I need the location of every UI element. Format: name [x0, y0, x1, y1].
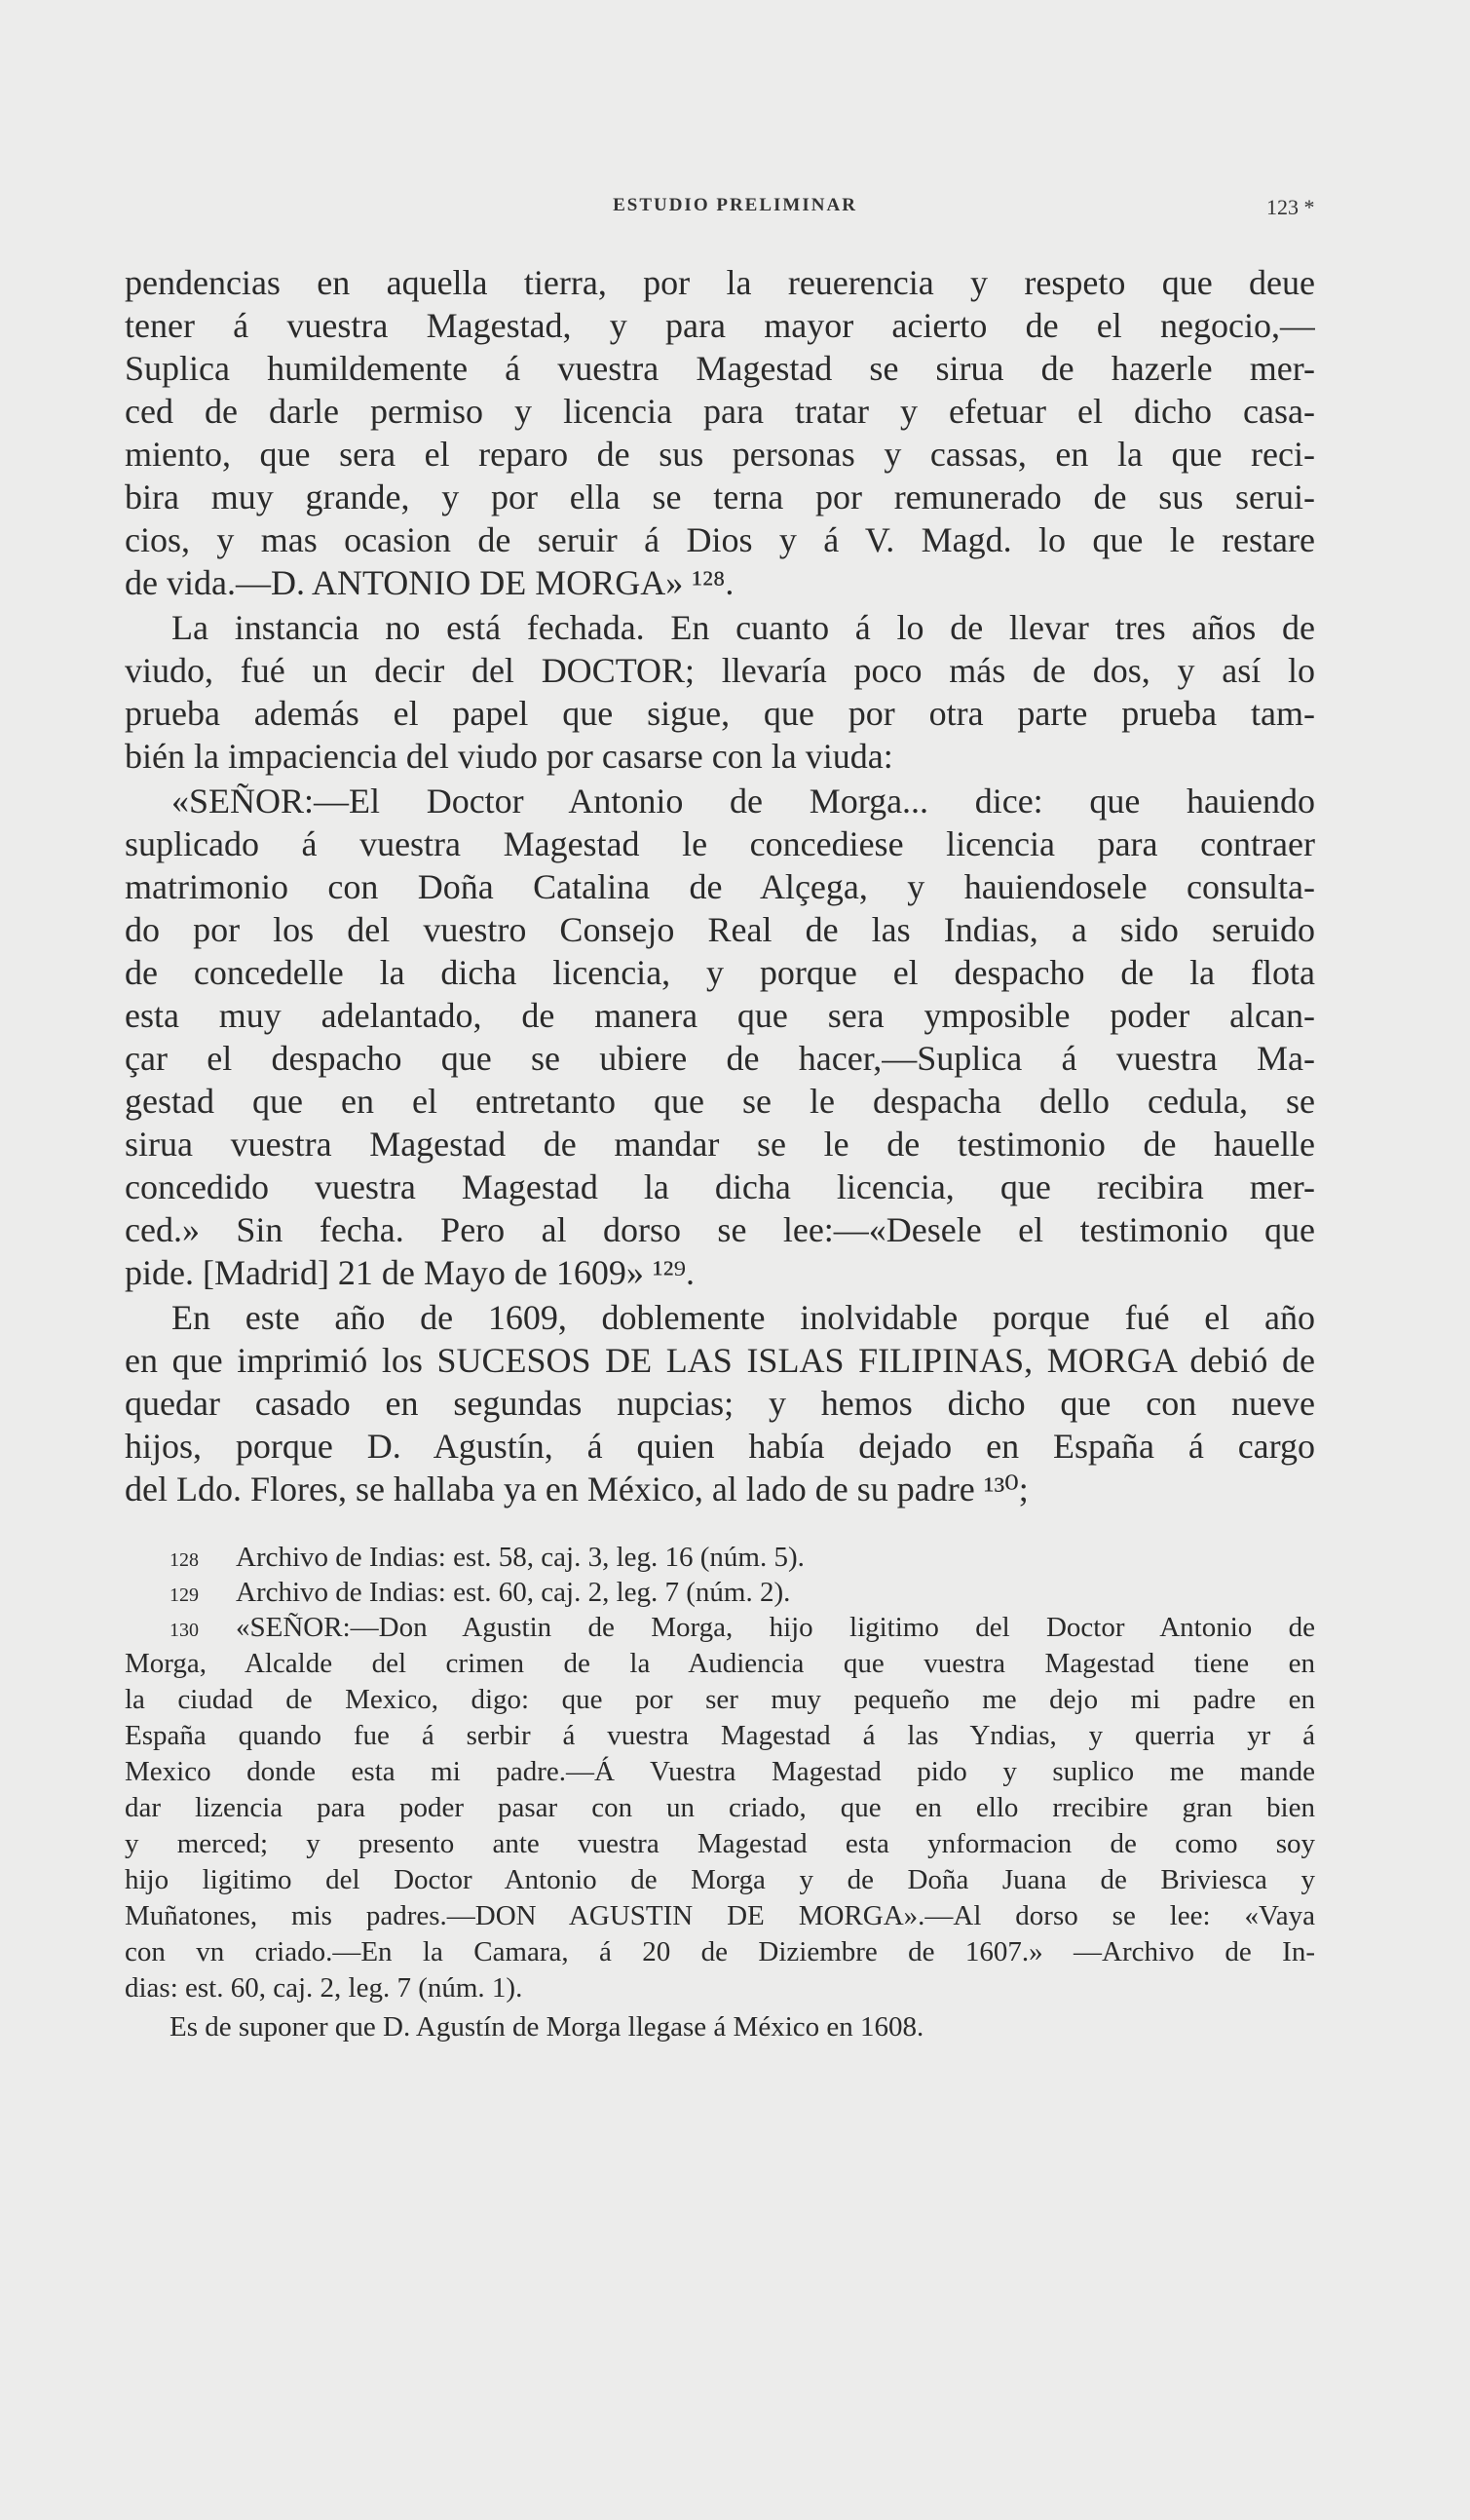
body-line: suplicado á vuestra Magestad le concediese licencia para contraer: [125, 824, 1315, 863]
body-line: Suplica humildemente á vuestra Magestad se sirua de hazerle mer-: [125, 349, 1315, 388]
body-line: çar el despacho que se ubiere de hacer,—Suplica á vuestra Ma-: [125, 1039, 1315, 1078]
body-line: prueba además el papel que sigue, que por otra parte prueba tam-: [125, 694, 1315, 733]
footnote-line: la ciudad de Mexico, digo: que por ser muy pequeño me dejo mi padre en: [125, 1684, 1315, 1715]
footnote-line: con vn criado.—En la Camara, á 20 de Diziembre de 1607.» —Archivo de In-: [125, 1936, 1315, 1967]
body-line: viudo, fué un decir del DOCTOR; llevaría poco más de dos, y así lo: [125, 651, 1315, 690]
footnote-number: 129: [170, 1585, 199, 1606]
footnote-line: y merced; y presento ante vuestra Magestad esta ynformacion de como soy: [125, 1828, 1315, 1859]
body-line: pendencias en aquella tierra, por la reuerencia y respeto que deue: [125, 263, 1315, 302]
body-line: ced de darle permiso y licencia para tratar y efetuar el dicho casa-: [125, 392, 1315, 431]
footnote-line: Morga, Alcalde del crimen de la Audiencia que vuestra Magestad tiene en: [125, 1648, 1315, 1679]
footnote-line: dias: est. 60, caj. 2, leg. 7 (núm. 1).: [125, 1972, 523, 2004]
footnote-130: [125, 1610, 1315, 1647]
body-line: de concedelle la dicha licencia, y porque el despacho de la flota: [125, 953, 1315, 992]
footnote-line: dar lizencia para poder pasar con un criado, que en ello rrecibire gran bien: [125, 1792, 1315, 1823]
footnote-number: 128: [170, 1549, 199, 1571]
body-line: de vida.—D. ANTONIO DE MORGA» ¹²⁸.: [125, 563, 735, 602]
page-header: [0, 195, 1470, 224]
body-line: gestad que en el entretanto que se le despacha dello cedula, se: [125, 1082, 1315, 1121]
body-line: concedido vuestra Magestad la dicha licencia, que recibira mer-: [125, 1167, 1315, 1206]
footnote-line: Muñatones, mis padres.—DON AGUSTIN DE MORGA».—Al dorso se lee: «Vaya: [125, 1900, 1315, 1931]
body-line: tener á vuestra Magestad, y para mayor acierto de el negocio,—: [125, 306, 1315, 345]
footnote-text: Archivo de Indias: est. 60, caj. 2, leg. 7 (núm. 2).: [236, 1577, 791, 1608]
footnote-128: [125, 1540, 1315, 1577]
footnote-line: Mexico donde esta mi padre.—Á Vuestra Magestad pido y suplico me mande: [125, 1756, 1315, 1787]
body-line: cios, y mas ocasion de seruir á Dios y á V. Magd. lo que le restare: [125, 520, 1315, 559]
body-line: La instancia no está fechada. En cuanto á lo de llevar tres años de: [171, 608, 1315, 647]
body-line: En este año de 1609, doblemente inolvidable porque fué el año: [171, 1298, 1315, 1337]
body-line: bién la impaciencia del viudo por casarse con la viuda:: [125, 737, 893, 776]
footnote-text: Archivo de Indias: est. 58, caj. 3, leg. 16 (núm. 5).: [236, 1542, 805, 1573]
body-line: matrimonio con Doña Catalina de Alçega, y hauiendosele consulta-: [125, 867, 1315, 906]
page-number: 123 *: [1266, 195, 1315, 219]
body-line: ced.» Sin fecha. Pero al dorso se lee:—«Desele el testimonio que: [125, 1210, 1315, 1249]
footnote-line: España quando fue á serbir á vuestra Magestad á las Yndias, y querria yr á: [125, 1720, 1315, 1751]
body-line: sirua vuestra Magestad de mandar se le de testimonio de hauelle: [125, 1125, 1315, 1164]
footnote-line: hijo ligitimo del Doctor Antonio de Morga y de Doña Juana de Briviesca y: [125, 1864, 1315, 1895]
body-line: pide. [Madrid] 21 de Mayo de 1609» ¹²⁹.: [125, 1253, 696, 1292]
footnote-129: [125, 1575, 1315, 1612]
body-line: hijos, porque D. Agustín, á quien había dejado en España á cargo: [125, 1427, 1315, 1466]
body-line: del Ldo. Flores, se hallaba ya en México, al lado de su padre ¹³⁰;: [125, 1470, 1029, 1508]
footnote-number: 130: [170, 1620, 199, 1641]
body-line: quedar casado en segundas nupcias; y hemos dicho que con nueve: [125, 1384, 1315, 1423]
running-title: ESTUDIO PRELIMINAR: [613, 195, 857, 215]
body-line: esta muy adelantado, de manera que sera ymposible poder alcan-: [125, 996, 1315, 1035]
closing-note: Es de suponer que D. Agustín de Morga llegase á México en 1608.: [170, 2011, 924, 2043]
body-line: miento, que sera el reparo de sus personas y cassas, en la que reci-: [125, 435, 1315, 474]
body-line: bira muy grande, y por ella se terna por remunerado de sus serui-: [125, 477, 1315, 516]
footnote-line: «SEÑOR:—Don Agustin de Morga, hijo ligitimo del Doctor Antonio de: [236, 1612, 1315, 1643]
body-line: do por los del vuestro Consejo Real de las Indias, a sido seruido: [125, 910, 1315, 949]
body-line: «SEÑOR:—El Doctor Antonio de Morga... dice: que hauiendo: [171, 782, 1315, 821]
body-line: en que imprimió los SUCESOS DE LAS ISLAS FILIPINAS, MORGA debió de: [125, 1341, 1315, 1380]
